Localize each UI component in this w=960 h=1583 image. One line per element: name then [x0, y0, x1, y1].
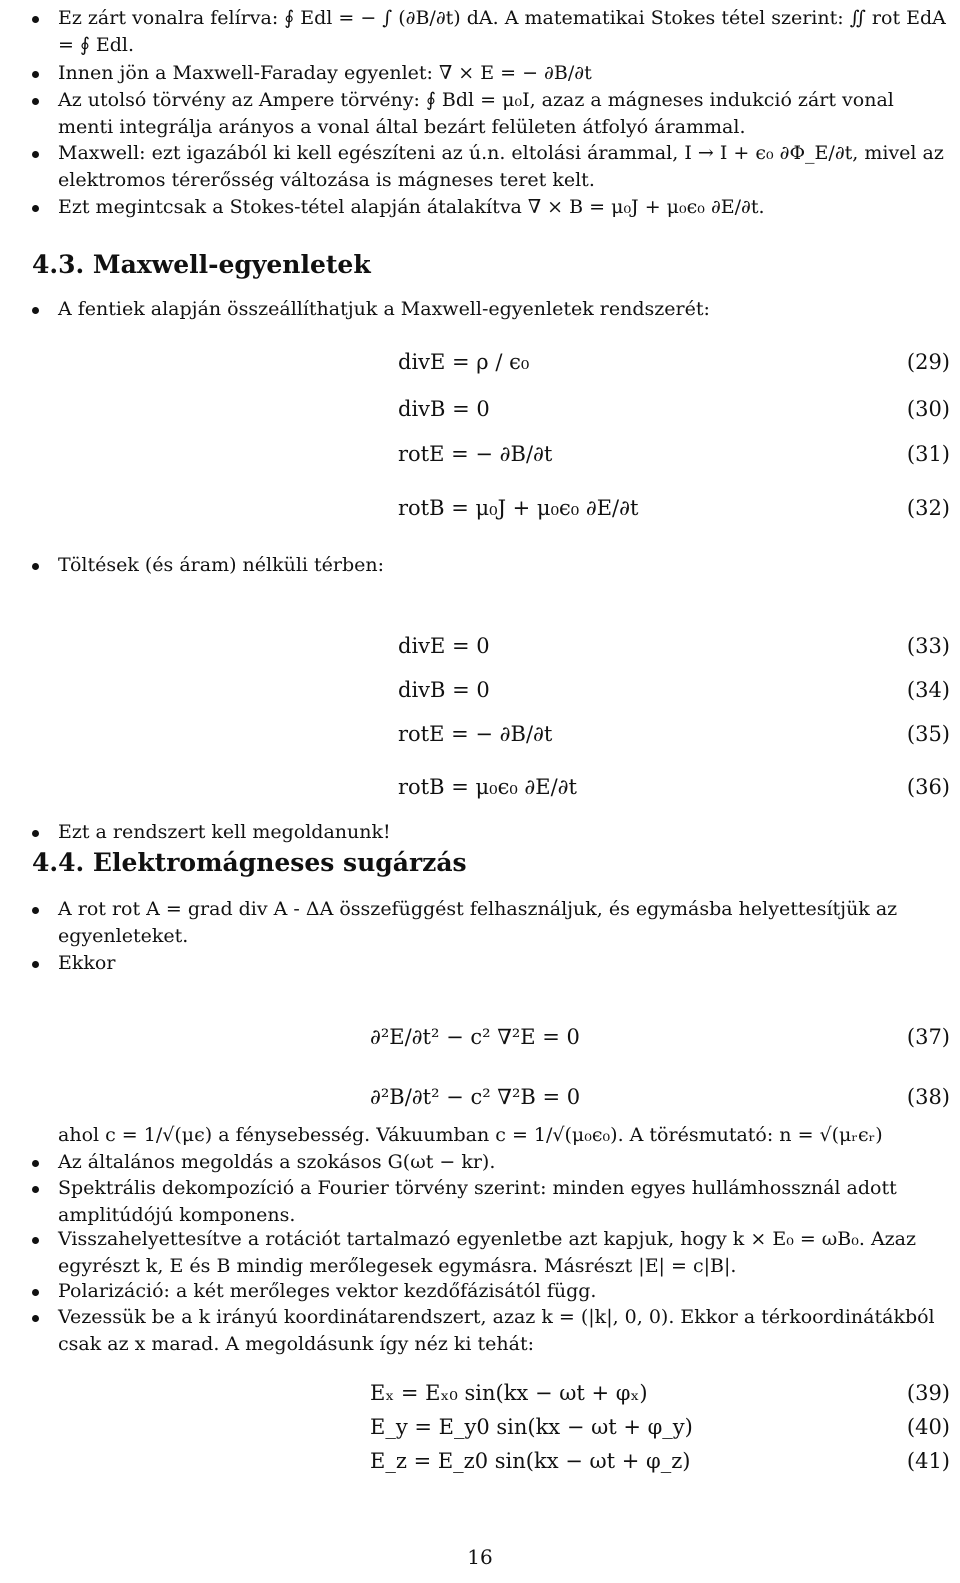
- list-item: [32, 1304, 950, 1358]
- equation-number: (30): [906, 397, 950, 421]
- list-item-text: Töltések (és áram) nélküli térben:: [58, 554, 385, 576]
- equation: [398, 629, 950, 663]
- list-item-text: A rot rot A = grad div A - ΔA összefüggést felhasználjuk, és egymásba helyettesítjük az egyenleteket.: [58, 898, 898, 947]
- list-item-text: Visszahelyettesítve a rotációt tartalmazó egyenletbe azt kapjuk, hogy k × E₀ = ωB₀. Azaz egyrészt k, E és B mindig merőlegesek egymásra. Másrészt |E| = c|B|.: [58, 1228, 917, 1277]
- bullet: [32, 71, 39, 78]
- equation: [398, 673, 950, 707]
- list-item: [32, 194, 950, 221]
- equation: [398, 345, 950, 379]
- bullet: [32, 1315, 39, 1322]
- list-item-text: Innen jön a Maxwell-Faraday egyenlet: ∇ × E = − ∂B/∂t: [58, 62, 592, 84]
- bullet: [32, 205, 39, 212]
- list-item: [32, 1149, 950, 1176]
- equation-body: E_y = E_y0 sin(kx − ωt + φ_y): [370, 1415, 693, 1439]
- equation-number: (39): [906, 1381, 950, 1405]
- equation-body: divB = 0: [398, 678, 490, 702]
- bullet: [32, 1289, 39, 1296]
- equation: [370, 1444, 950, 1478]
- page-number: 16: [467, 1545, 493, 1569]
- equation-body: Eₓ = Eₓ₀ sin(kx − ωt + φₓ): [370, 1381, 648, 1405]
- list-item-text: Vezessük be a k irányú koordinátarendszert, azaz k = (|k|, 0, 0). Ekkor a térkoordinátákból csak az x marad. A megoldásunk így néz ki tehát:: [58, 1306, 935, 1355]
- equation: [398, 392, 950, 426]
- equation-number: (34): [906, 678, 950, 702]
- list-item: [32, 819, 950, 846]
- list-item-text: Ezt megintcsak a Stokes-tétel alapján átalakítva ∇ × B = μ₀J + μ₀ϵ₀ ∂E/∂t.: [58, 196, 765, 218]
- bullet: [32, 151, 39, 158]
- list-item: [32, 950, 950, 977]
- equation-body: divB = 0: [398, 397, 490, 421]
- bullet: [32, 98, 39, 105]
- bullet: [32, 1160, 39, 1167]
- section-heading-4-4: 4.4. Elektromágneses sugárzás: [32, 848, 467, 877]
- section-heading-4-3: 4.3. Maxwell-egyenletek: [32, 250, 371, 279]
- list-item-text: Az általános megoldás a szokásos G(ωt − kr).: [58, 1151, 496, 1173]
- bullet: [32, 563, 39, 570]
- equation-body: ∂²B/∂t² − c² ∇²B = 0: [370, 1085, 581, 1109]
- list-item-text: Spektrális dekompozíció a Fourier törvény szerint: minden egyes hullámhossznál adott amplitúdójú komponens.: [58, 1177, 897, 1226]
- equation-number: (36): [906, 775, 950, 799]
- bullet: [32, 1186, 39, 1193]
- note-text: ahol c = 1/√(μϵ) a fénysebesség. Vákuumban c = 1/√(μ₀ϵ₀). A törésmutató: n = √(μᵣϵᵣ): [58, 1124, 883, 1146]
- bullet: [32, 830, 39, 837]
- equation-body: divE = 0: [398, 634, 490, 658]
- equation-number: (32): [906, 496, 950, 520]
- equation: [398, 770, 950, 804]
- equation-number: (29): [906, 350, 950, 374]
- bullet: [32, 307, 39, 314]
- list-item-text: Maxwell: ezt igazából ki kell egészíteni az ú.n. eltolási árammal, I → I + ϵ₀ ∂Φ_E/∂t, mivel az elektromos térerősség változása is mágneses teret kelt.: [58, 142, 944, 191]
- list-item: [32, 5, 950, 59]
- equation: [398, 717, 950, 751]
- list-item-text: Ezt a rendszert kell megoldanunk!: [58, 821, 391, 843]
- equation-body: divE = ρ / ϵ₀: [398, 350, 530, 374]
- equation-body: E_z = E_z0 sin(kx − ωt + φ_z): [370, 1449, 691, 1473]
- list-item: [32, 87, 950, 141]
- list-item: [32, 1226, 950, 1280]
- equation-number: (33): [906, 634, 950, 658]
- bullet: [32, 16, 39, 23]
- list-item: [32, 140, 950, 194]
- equation-body: rotB = μ₀ϵ₀ ∂E/∂t: [398, 775, 577, 799]
- equation-body: rotB = μ₀J + μ₀ϵ₀ ∂E/∂t: [398, 496, 639, 520]
- bullet: [32, 961, 39, 968]
- list-item-text: Az utolsó törvény az Ampere törvény: ∮ Bdl = μ₀I, azaz a mágneses indukció zárt vonal menti integrálja arányos a vonal által bezárt felületen átfolyó árammal.: [58, 89, 894, 138]
- equation-number: (37): [906, 1025, 950, 1049]
- equation-body: rotE = − ∂B/∂t: [398, 442, 553, 466]
- equation-number: (41): [906, 1449, 950, 1473]
- equation: [398, 437, 950, 471]
- equation-number: (35): [906, 722, 950, 746]
- list-item: [32, 296, 950, 323]
- list-item: [32, 552, 950, 579]
- equation: [370, 1020, 950, 1054]
- list-item-text: A fentiek alapján összeállíthatjuk a Maxwell-egyenletek rendszerét:: [58, 298, 710, 320]
- equation: [370, 1080, 950, 1114]
- equation-body: rotE = − ∂B/∂t: [398, 722, 553, 746]
- equation-number: (40): [906, 1415, 950, 1439]
- list-item: [32, 60, 950, 87]
- equation-body: ∂²E/∂t² − c² ∇²E = 0: [370, 1025, 580, 1049]
- list-item-text: Polarizáció: a két merőleges vektor kezdőfázisától függ.: [58, 1280, 597, 1302]
- bullet: [32, 907, 39, 914]
- list-item: [32, 1278, 950, 1305]
- equation: [398, 491, 950, 525]
- equation-number: (38): [906, 1085, 950, 1109]
- list-item-text: Ekkor: [58, 952, 116, 974]
- bullet: [32, 1237, 39, 1244]
- equation: [370, 1376, 950, 1410]
- equation: [370, 1410, 950, 1444]
- list-item: [32, 1175, 950, 1229]
- list-item-text: Ez zárt vonalra felírva: ∮ Edl = − ∫ (∂B/∂t) dA. A matematikai Stokes tétel szerint: ∬ rot EdA = ∮ Edl.: [58, 7, 946, 56]
- equation-number: (31): [906, 442, 950, 466]
- list-item: [32, 896, 950, 950]
